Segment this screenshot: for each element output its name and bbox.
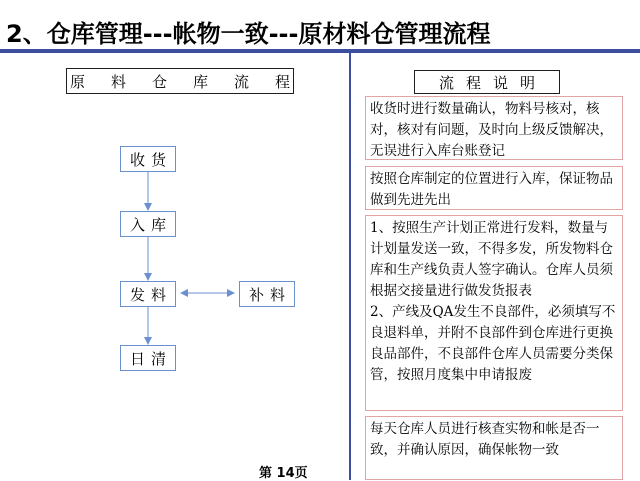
- page-number: 第 14页: [259, 466, 308, 481]
- node-receive-label: 收货: [129, 150, 172, 169]
- description-receive: 收货时进行数量确认，物料号核对，核对，核对有问题，及时向上级反馈解决，无误进行入库台账登记: [365, 96, 623, 160]
- node-replenish: [239, 281, 295, 307]
- node-warehousing-label: 入库: [129, 215, 172, 234]
- node-issue: [120, 281, 176, 307]
- node-daily: [120, 345, 176, 371]
- node-issue-label: 发料: [129, 285, 172, 304]
- node-warehousing: [120, 211, 176, 237]
- description-issue: 1、按照生产计划正常进行发料，数量与计划量发送一致，不得多发，所发物料仓库和生产线负责人签字确认。仓库人员须根据交接量进行做发货报表 2、产线及QA发生不良部件，必须填写不良退料单，并附不良部件到仓库进行更换良品部件，不良部件仓库人员需要分类保管，按照月度集中申请报废: [365, 215, 623, 411]
- node-replenish-label: 补料: [248, 285, 291, 304]
- description-daily: 每天仓库人员进行核查实物和帐是否一致，并确认原因，确保帐物一致: [365, 416, 623, 480]
- description-warehousing: 按照仓库制定的位置进行入库，保证物品做到先进先出: [365, 166, 623, 210]
- flow-column-title-text: 原料仓库流程: [69, 72, 316, 91]
- description-column-title-text: 流程说明: [438, 73, 547, 92]
- page-title: 2、仓库管理---帐物一致---原材料仓管理流程: [6, 20, 491, 48]
- node-daily-label: 日清: [129, 349, 172, 368]
- node-receive: [120, 146, 176, 172]
